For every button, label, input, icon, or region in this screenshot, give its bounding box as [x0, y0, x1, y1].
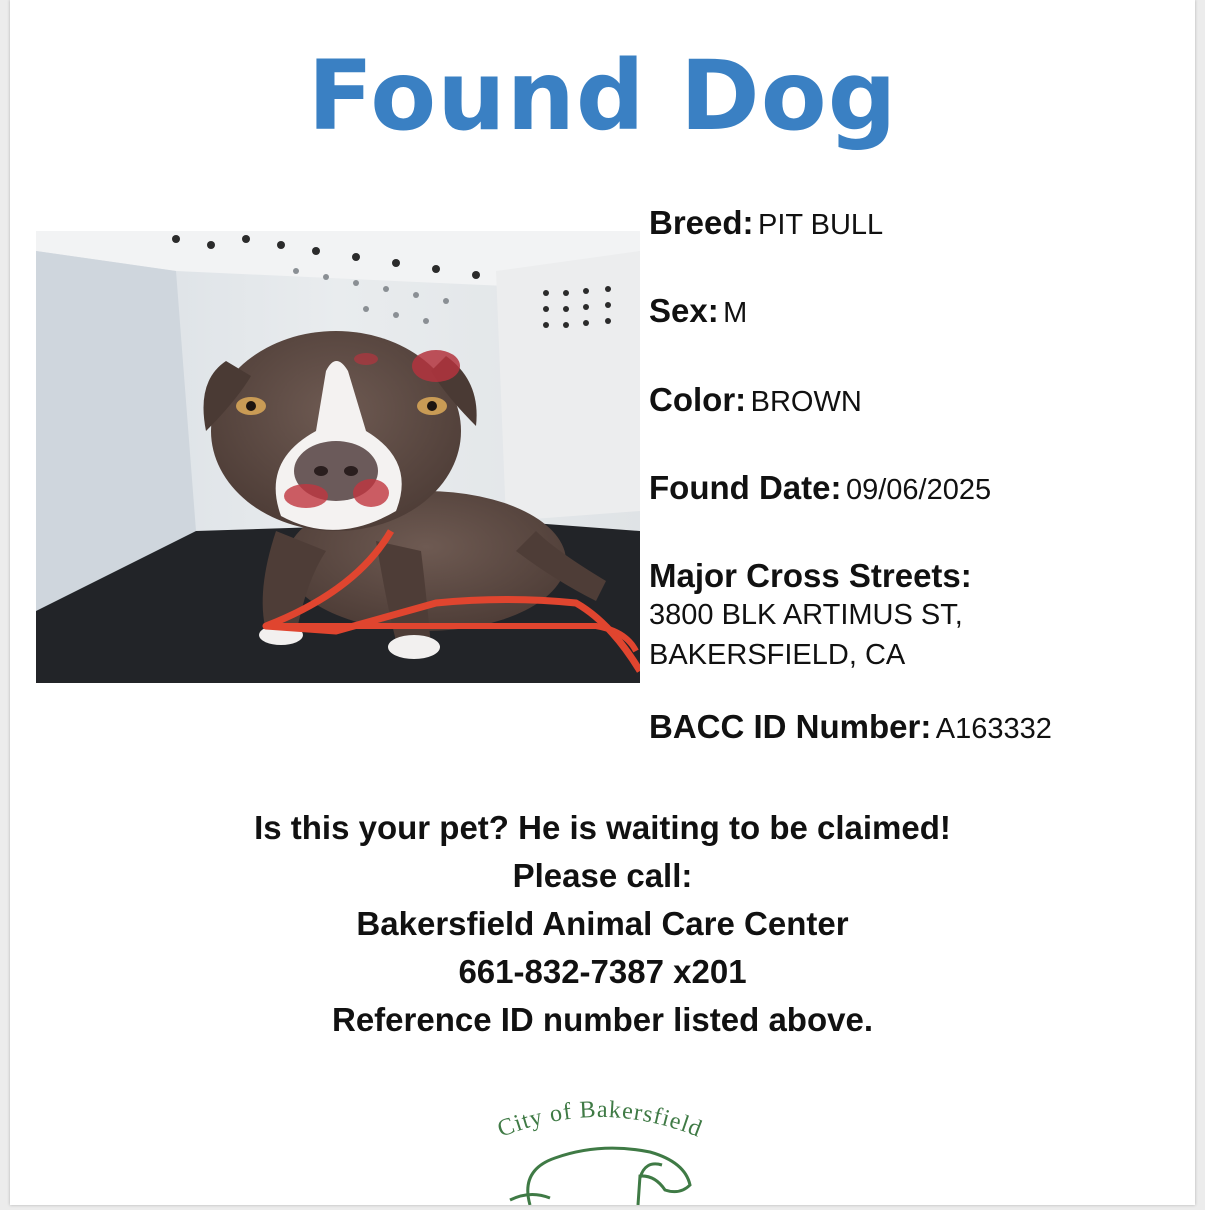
claim-phone: 661-832-7387 x201: [458, 953, 747, 990]
sex-row: [649, 292, 747, 330]
logo-text: City of Bakersfield: [494, 1096, 706, 1143]
bacc-id-row: [649, 708, 1052, 746]
logo-animal-icon: [528, 1148, 690, 1205]
cross-streets-row: [649, 557, 972, 675]
found-date-label: Found Date:: [649, 469, 842, 506]
color-value: BROWN: [750, 386, 862, 418]
claim-reference: Reference ID number listed above.: [331, 1001, 873, 1038]
dog-photo: [36, 231, 640, 683]
breed-value: PIT BULL: [757, 209, 884, 241]
sex-value: M: [723, 297, 748, 329]
svg-text:City of Bakersfield: [494, 1097, 706, 1143]
breed-label: Breed:: [649, 204, 754, 241]
bacc-id-label: BACC ID Number:: [649, 708, 932, 745]
claim-center-name: Bakersfield Animal Care Center: [356, 905, 849, 942]
breed-row: [649, 204, 883, 242]
claim-message: [0, 804, 1205, 1044]
city-logo: [450, 1090, 750, 1205]
claim-call: Please call:: [512, 857, 693, 894]
flyer-title: Found Dog: [307, 40, 898, 152]
found-date-value: 09/06/2025: [845, 474, 992, 506]
claim-question: Is this your pet? He is waiting to be claimed!: [254, 809, 951, 846]
found-date-row: [649, 469, 991, 507]
sex-label: Sex:: [649, 292, 719, 329]
cross-streets-label: Major Cross Streets:: [649, 557, 972, 594]
color-label: Color:: [649, 381, 747, 418]
flyer-page: [10, 0, 1195, 1205]
cross-streets-line2: BAKERSFIELD, CA: [649, 639, 906, 671]
color-row: [649, 381, 862, 419]
bacc-id-value: A163332: [935, 713, 1052, 745]
cross-streets-line1: 3800 BLK ARTIMUS ST,: [649, 599, 963, 631]
